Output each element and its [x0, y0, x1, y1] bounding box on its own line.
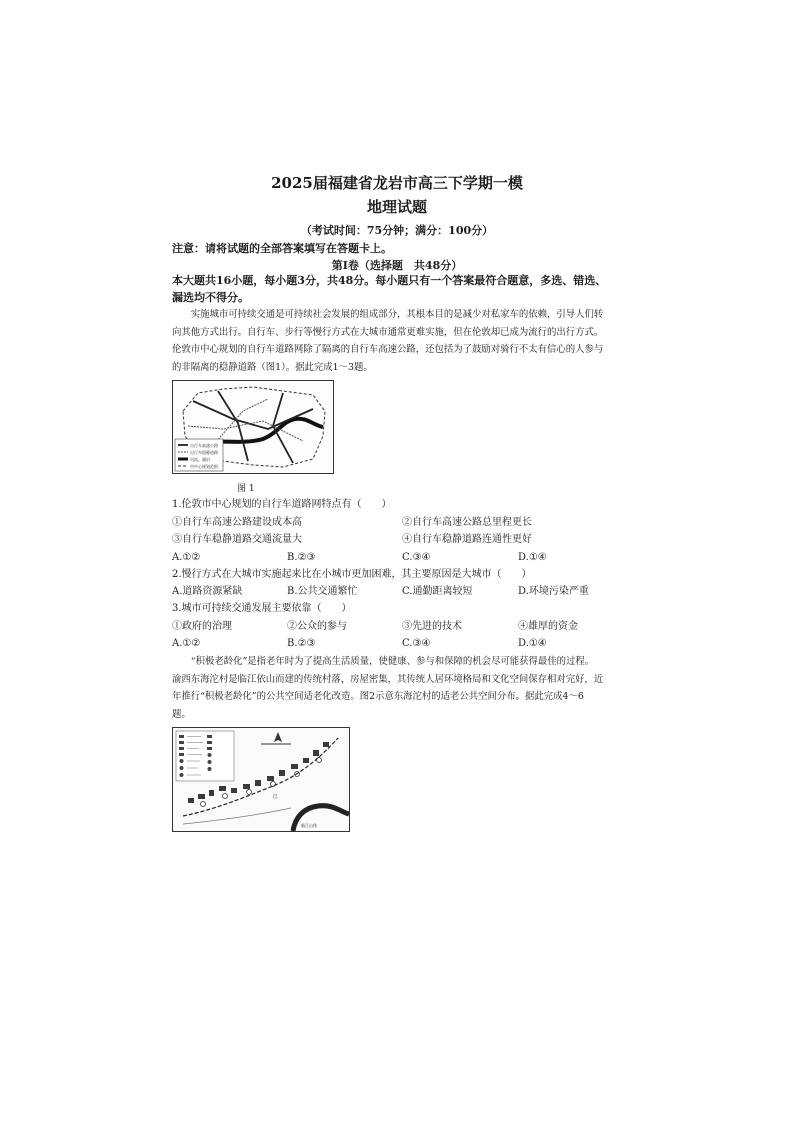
exam-title: 2025届福建省龙岩市高三下学期一模 — [271, 174, 523, 192]
q3-choice-a[interactable]: A.①② — [172, 638, 201, 649]
q1-choice-a[interactable]: A.①② — [172, 552, 201, 563]
instruction-line: 漏选均不得分。 — [172, 291, 249, 304]
london-cycle-map — [173, 381, 333, 473]
passage-line: 伦敦市中心规划的自行车道路网除了隔离的自行车高速公路，还包括为了鼓励对骑行不太有信心的人参与 — [172, 344, 604, 355]
passage-2 — [172, 653, 634, 723]
village-space-map — [173, 728, 349, 831]
passage-line: 的非隔离的稳静道路（图1）。据此完成1～3题。 — [172, 361, 373, 373]
q3-choice-c[interactable]: C.③④ — [402, 638, 431, 649]
passage-line: 年推行“积极老龄化”的公共空间适老化改造。图2示意东海沱村的适老公共空间分布。据此完成4～6 — [172, 691, 584, 702]
river-label: 江 — [273, 794, 279, 800]
q1-item: ①自行车高速公路建设成本高 — [172, 517, 302, 528]
notice: 注意：请将试题的全部答案填写在答题卡上。 — [172, 242, 392, 255]
figure-2-map — [172, 727, 350, 832]
q2-choice-c[interactable]: C.通勤距离较短 — [402, 586, 473, 597]
passage-line: 渝西东海沱村是临江依山而建的传统村落，房屋密集，其传统人居环境格局和文化空间保存相对完好，近 — [172, 673, 604, 685]
q1-choice-b[interactable]: B.②③ — [287, 552, 316, 563]
q1-choice-d[interactable]: D.①④ — [518, 552, 547, 563]
mountain-label: 临江山体 — [301, 823, 317, 828]
passage-line: 实施城市可持续交通是可持续社会发展的组成部分，其根本目的是减少对私家车的依赖，引导人们转 — [190, 309, 604, 320]
q3-item: ④雄厚的资金 — [518, 621, 578, 632]
question-1-stem: 1.伦敦市中心规划的自行车道路网特点有（ ） — [172, 499, 392, 510]
exam-subject-title: 地理试题 — [366, 198, 427, 216]
q3-choice-d[interactable]: D.①④ — [518, 638, 547, 649]
q3-item: ①政府的治理 — [172, 621, 232, 632]
q1-choice-c[interactable]: C.③④ — [402, 552, 431, 563]
figure-1-map — [172, 380, 334, 474]
question-3-stem: 3.城市可持续交通发展主要依靠（ ） — [172, 603, 352, 614]
passage-line: 题。 — [172, 708, 191, 720]
q3-choice-b[interactable]: B.②③ — [287, 638, 316, 649]
legend-quietway: 自行车稳静道路 — [190, 450, 218, 455]
q1-item: ④自行车稳静道路连通性更好 — [402, 534, 532, 545]
instructions — [172, 272, 632, 306]
legend-boundary: 市中心规划范围 — [190, 464, 218, 469]
figure-1-caption: 图 1 — [237, 484, 255, 494]
passage-1 — [172, 306, 634, 376]
instruction-line: 本大题共16小题，每小题3分，共48分。每小题只有一个答案最符合题意，多选、错选、 — [172, 274, 607, 287]
legend-superhighway: 自行车高速公路 — [190, 443, 218, 448]
section-heading: 第Ⅰ卷（选择题 共48分） — [331, 259, 463, 272]
q1-item: ③自行车稳静道路交通流量大 — [172, 534, 302, 545]
q2-choice-a[interactable]: A.道路资源紧缺 — [172, 586, 243, 597]
q2-choice-b[interactable]: B.公共交通繁忙 — [287, 586, 358, 597]
question-2-stem: 2.慢行方式在大城市实施起来比在小城市更加困难，其主要原因是大城市（ ） — [172, 569, 532, 580]
q2-choice-d[interactable]: D.环境污染严重 — [518, 586, 589, 597]
q1-item: ②自行车高速公路总里程更长 — [402, 517, 532, 528]
legend-river: 河流、湖泊 — [190, 457, 210, 462]
q3-item: ③先进的技术 — [402, 621, 462, 632]
exam-meta: （考试时间：75分钟；满分：100分） — [300, 224, 494, 237]
q3-item: ②公众的参与 — [287, 621, 347, 632]
passage-line: “积极老龄化”是指老年时为了提高生活质量，使健康、参与和保障的机会尽可能获得最佳的过程。 — [190, 656, 595, 667]
passage-line: 向其他方式出行。自行车、步行等慢行方式在大城市通常更难实施，但在伦敦却已成为流行的出行方式。 — [172, 326, 604, 338]
